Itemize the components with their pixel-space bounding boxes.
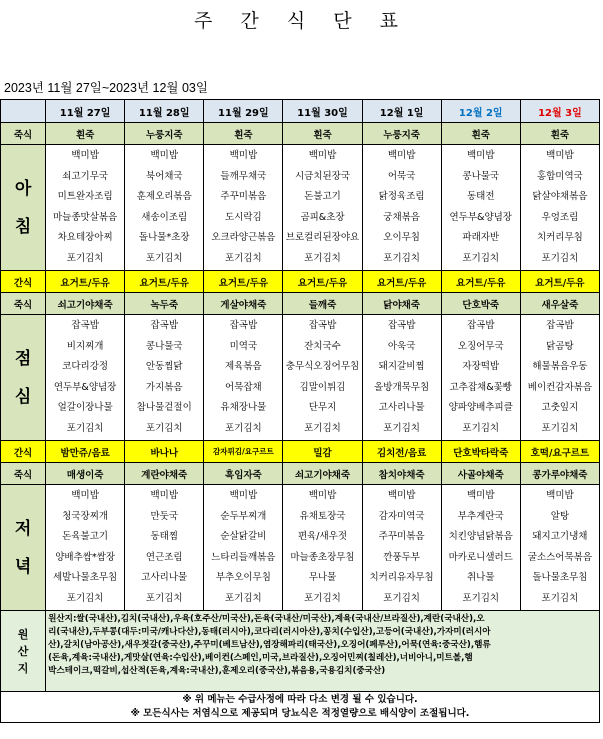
menu-item: 올방개묵무침	[374, 381, 430, 393]
menu-item: 무나물	[308, 572, 337, 583]
day-header: 11월 27일	[46, 100, 125, 123]
porridge-cell: 계란야채죽	[125, 463, 204, 485]
snack1-row	[1, 271, 600, 293]
menu-item: 포기김치	[541, 252, 579, 264]
menu-item: 포기김치	[225, 592, 262, 604]
menu-item: 치킨양념닭볶음	[448, 531, 513, 542]
menu-item: 안동찜닭	[145, 361, 183, 372]
row-label: 간식	[1, 271, 46, 293]
menu-item: 잔치국수	[304, 340, 341, 352]
menu-cell	[520, 145, 599, 271]
menu-item: 닭곰탕	[546, 340, 574, 352]
origin-label	[1, 611, 46, 692]
menu-item: 치커리유자무침	[369, 572, 434, 583]
menu-cell	[441, 315, 520, 441]
menu-item: 포기김치	[225, 252, 262, 264]
menu-item: 곰피&초장	[300, 211, 345, 223]
menu-cell	[283, 145, 362, 271]
label-char: 아	[14, 178, 32, 199]
menu-item: 포기김치	[145, 592, 183, 604]
menu-item: 포기김치	[66, 422, 104, 434]
menu-cell	[125, 315, 204, 441]
menu-cell	[204, 145, 283, 271]
menu-item: 포기김치	[541, 592, 579, 604]
menu-item: 만둣국	[150, 510, 179, 522]
menu-item: 잡곡밥	[546, 320, 574, 331]
menu-item: 굴소스어묵볶음	[527, 551, 593, 563]
menu-item: 느타리들깨볶음	[211, 551, 276, 563]
menu-item: 유채토장국	[299, 510, 346, 522]
menu-item: 잡곡밥	[229, 320, 258, 331]
porridge-cell: 게살야채죽	[204, 293, 283, 315]
corner-cell	[1, 100, 46, 123]
snack-cell: 김치전/음료	[362, 441, 441, 463]
menu-item: 포기김치	[304, 252, 341, 264]
porridge-cell: 누룽지죽	[362, 123, 441, 145]
porridge-cell: 흰죽	[520, 123, 599, 145]
menu-item: 우엉조림	[541, 211, 579, 223]
menu-item: 알탕	[550, 510, 570, 522]
menu-item: 콩나물국	[145, 340, 183, 352]
menu-cell	[362, 485, 441, 611]
menu-item: 잡곡밥	[387, 320, 416, 331]
menu-item: 고사리나물	[141, 572, 188, 583]
menu-cell	[125, 145, 204, 271]
menu-item: 동태찜	[150, 531, 179, 542]
lunch-label	[1, 315, 46, 441]
menu-item: 깐풍두부	[383, 551, 420, 563]
menu-item: 잡곡밥	[150, 320, 179, 331]
menu-item: 북어채국	[145, 170, 183, 182]
menu-item: 훈제오리볶음	[136, 191, 192, 202]
menu-cell	[520, 315, 599, 441]
menu-item: 백미밥	[546, 490, 574, 501]
menu-item: 파래자반	[462, 232, 500, 243]
day-header: 11월 29일	[204, 100, 283, 123]
menu-item: 미역국	[229, 340, 258, 352]
snack-cell: 요거트/두유	[362, 271, 441, 293]
menu-item: 순두부찌개	[220, 510, 267, 522]
day-header-row	[1, 100, 600, 123]
menu-item: 백미밥	[150, 150, 179, 161]
breakfast-label	[1, 145, 46, 271]
menu-item: 아욱국	[387, 340, 416, 352]
snack-cell: 요거트/두유	[46, 271, 125, 293]
menu-item: 유채장나물	[220, 402, 267, 413]
lunch-porridge-row	[1, 293, 600, 315]
menu-item: 포기김치	[462, 592, 500, 604]
menu-item: 양배추쌈*쌈장	[55, 551, 116, 563]
menu-cell	[362, 315, 441, 441]
menu-item: 코다리강정	[62, 361, 109, 372]
label-char: 지	[17, 661, 29, 675]
day-header: 11월 30일	[283, 100, 362, 123]
menu-item: 포기김치	[383, 592, 420, 604]
menu-period: 2023년 11월 27일~2023년 12월 03일	[4, 81, 208, 95]
porridge-cell: 흰죽	[283, 123, 362, 145]
page-title: 주 간 식 단 표	[194, 10, 409, 32]
menu-item: 백미밥	[150, 490, 179, 501]
menu-item: 포기김치	[225, 422, 262, 434]
origin-row	[1, 611, 600, 692]
row-label: 간식	[1, 441, 46, 463]
label-char: 원	[17, 627, 29, 641]
porridge-cell: 들깨죽	[283, 293, 362, 315]
porridge-cell: 흑임자죽	[204, 463, 283, 485]
menu-item: 돌나물초무침	[532, 572, 588, 583]
menu-item: 주꾸미볶음	[220, 191, 267, 202]
dinner-row	[1, 485, 600, 611]
snack-cell: 요거트/두유	[125, 271, 204, 293]
menu-cell	[204, 485, 283, 611]
origin-line: 원산지:쌀(국내산),김치(국내산),우육(호주산/미국산),돈육(국내산/미국산),계육(국내산/브라질산),계란(국내산),오	[48, 614, 485, 624]
menu-item: 도시락김	[225, 211, 262, 223]
menu-item: 브로컬리된장야요	[285, 232, 360, 243]
origin-line: 박스테이크,떡갈비,섭산적(돈육,계육:국내산),훈제오리(중국산),볶음용,국용김치(중국산)	[48, 666, 386, 676]
menu-cell	[362, 145, 441, 271]
label-char: 저	[14, 518, 32, 539]
menu-item: 마늘종초장무침	[290, 551, 355, 563]
notes-cell	[1, 692, 600, 723]
dinner-label	[1, 485, 46, 611]
menu-item: 해물볶음우동	[532, 361, 588, 372]
snack-cell: 요거트/두유	[441, 271, 520, 293]
menu-item: 비지찌개	[66, 340, 104, 352]
menu-cell	[46, 145, 125, 271]
day-header: 11월 28일	[125, 100, 204, 123]
menu-item: 연두부&양념장	[53, 381, 117, 393]
menu-item: 돌나물*초장	[138, 232, 190, 243]
menu-item: 콩나물국	[462, 170, 500, 182]
menu-item: 궁채볶음	[383, 211, 420, 223]
menu-item: 백미밥	[546, 150, 574, 161]
label-char: 점	[14, 348, 32, 369]
day-header-sunday: 12월 3일	[520, 100, 599, 123]
menu-item: 동태전	[466, 191, 495, 202]
menu-item: 제육볶음	[225, 361, 262, 372]
menu-item: 백미밥	[71, 150, 99, 161]
label-char: 침	[14, 216, 32, 237]
menu-cell	[441, 485, 520, 611]
menu-item: 참나물겉절이	[136, 402, 192, 413]
menu-item: 세발나물초무침	[53, 572, 118, 583]
day-header-saturday: 12월 2일	[441, 100, 520, 123]
menu-cell	[204, 315, 283, 441]
menu-item: 부추계란국	[457, 510, 504, 522]
menu-item: 가지볶음	[145, 381, 183, 393]
porridge-cell: 흰죽	[441, 123, 520, 145]
menu-item: 시금치된장국	[294, 170, 351, 182]
menu-item: 포기김치	[462, 252, 500, 264]
menu-item: 취나물	[466, 572, 495, 583]
day-header: 12월 1일	[362, 100, 441, 123]
menu-item: 포기김치	[66, 592, 104, 604]
menu-item: 단무지	[308, 402, 337, 413]
snack-cell: 요거트/두유	[520, 271, 599, 293]
label-char: 녁	[14, 556, 32, 577]
menu-item: 마카로니샐러드	[448, 551, 513, 563]
menu-item: 쇠고기무국	[62, 170, 109, 182]
dinner-porridge-row	[1, 463, 600, 485]
menu-item: 오크라양근볶음	[211, 232, 276, 243]
menu-item: 청국장찌개	[62, 510, 109, 522]
menu-item: 돈육불고기	[62, 531, 109, 542]
menu-item: 잡곡밥	[71, 320, 99, 331]
menu-item: 편육/새우젓	[297, 531, 348, 542]
menu-item: 충무식오징어무침	[285, 361, 360, 372]
menu-item: 백미밥	[466, 490, 495, 501]
menu-item: 주꾸미볶음	[378, 531, 425, 542]
menu-item: 포기김치	[304, 422, 341, 434]
snack-cell: 밀감	[283, 441, 362, 463]
row-label: 죽식	[1, 123, 46, 145]
menu-item: 포기김치	[145, 422, 183, 434]
notes-row	[1, 692, 600, 723]
porridge-cell: 녹두죽	[125, 293, 204, 315]
menu-item: 포기김치	[541, 422, 579, 434]
menu-item: 백미밥	[387, 490, 416, 501]
row-label: 죽식	[1, 293, 46, 315]
porridge-cell: 단호박죽	[441, 293, 520, 315]
menu-item: 백미밥	[229, 150, 258, 161]
menu-item: 백미밥	[71, 490, 99, 501]
label-char: 심	[14, 386, 32, 407]
snack-cell: 감자튀김/요구르트	[204, 441, 283, 463]
porridge-cell: 흰죽	[204, 123, 283, 145]
note-line: ※ 모든식사는 저염식으로 제공되며 당뇨식은 적정열량으로 배식양이 조절됩니다.	[130, 708, 470, 719]
porridge-cell: 콩가루야채죽	[520, 463, 599, 485]
porridge-cell: 닭야채죽	[362, 293, 441, 315]
menu-item: 포기김치	[383, 252, 420, 264]
porridge-cell: 쇠고기야채죽	[283, 463, 362, 485]
origin-line: (돈육,계육:국내산),게맛살(연육:수입산),베이컨(스페인,미국,브라질산),오징어민찌(칠레산),너비아니,미트볼,햄	[48, 653, 473, 663]
menu-item: 미트완자조림	[57, 191, 113, 202]
menu-item: 차요테장아찌	[57, 232, 113, 243]
label-char: 산	[17, 644, 29, 658]
menu-item: 고춧잎지	[541, 402, 579, 413]
menu-cell	[520, 485, 599, 611]
menu-item: 연근조림	[145, 551, 183, 563]
menu-item: 새송이조림	[141, 211, 188, 223]
row-label: 죽식	[1, 463, 46, 485]
menu-cell	[283, 485, 362, 611]
snack-cell: 단호박타락죽	[441, 441, 520, 463]
menu-cell	[441, 145, 520, 271]
weekly-menu-table	[0, 99, 600, 723]
origin-line: 산),갈치(남아공산),새우젓갈(중국산),주꾸미(베트남산),염장해파리(태국산),오징어(페루산),어묵(연육:중국산),햄류	[48, 640, 491, 650]
menu-item: 오징어무국	[457, 340, 504, 352]
origin-line: 리(국내산),두부콩(대두:미국/캐나다산),동태(러시아),코다리(러시아산),꽁치(수입산),고등어(국내산),가자미(러시아	[48, 627, 491, 637]
snack-cell: 바나나	[125, 441, 204, 463]
menu-item: 어묵잡채	[225, 381, 262, 393]
menu-item: 돼지고기냉채	[532, 531, 588, 542]
menu-cell	[283, 315, 362, 441]
menu-item: 치커리무침	[536, 232, 583, 243]
porridge-cell: 흰죽	[46, 123, 125, 145]
menu-item: 김말이튀김	[299, 381, 346, 393]
menu-item: 감자미역국	[378, 510, 425, 522]
menu-item: 얼갈이장나물	[57, 402, 113, 413]
porridge-cell: 매생이죽	[46, 463, 125, 485]
menu-item: 백미밥	[229, 490, 258, 501]
menu-item: 마늘종맛살볶음	[53, 211, 118, 223]
menu-item: 홍합미역국	[536, 170, 583, 182]
porridge-cell: 참치야채죽	[362, 463, 441, 485]
breakfast-porridge-row	[1, 123, 600, 145]
menu-item: 포기김치	[66, 252, 104, 264]
menu-item: 들깨무채국	[220, 170, 267, 182]
snack-cell: 요거트/두유	[283, 271, 362, 293]
menu-item: 돼지갈비찜	[378, 361, 425, 372]
menu-item: 양파양배추피클	[448, 402, 513, 413]
menu-item: 고추잡채&꽃빵	[449, 381, 512, 393]
porridge-cell: 쇠고기야채죽	[46, 293, 125, 315]
menu-item: 포기김치	[145, 252, 183, 264]
menu-item: 어묵국	[387, 170, 416, 182]
menu-item: 백미밥	[308, 490, 337, 501]
porridge-cell: 새우살죽	[520, 293, 599, 315]
menu-item: 백미밥	[466, 150, 495, 161]
snack-cell: 밤만쥬/음료	[46, 441, 125, 463]
menu-cell	[125, 485, 204, 611]
lunch-row	[1, 315, 600, 441]
origin-text	[46, 611, 600, 692]
menu-item: 부추오이무침	[215, 572, 271, 583]
menu-item: 포기김치	[304, 592, 341, 604]
menu-item: 고사리나물	[378, 402, 425, 413]
menu-cell	[46, 485, 125, 611]
menu-item: 백미밥	[387, 150, 416, 161]
menu-item: 백미밥	[308, 150, 337, 161]
menu-item: 오이무침	[383, 232, 420, 243]
menu-item: 베이컨감자볶음	[527, 381, 593, 393]
menu-item: 잡곡밥	[308, 320, 337, 331]
menu-item: 돈불고기	[304, 191, 341, 202]
menu-item: 포기김치	[462, 422, 500, 434]
snack-cell: 호떡/요구르트	[520, 441, 599, 463]
menu-item: 닭살야채볶음	[532, 191, 588, 202]
menu-item: 연두부&양념장	[449, 211, 512, 223]
menu-item: 자장떡밥	[462, 361, 500, 372]
menu-cell	[46, 315, 125, 441]
menu-item: 포기김치	[383, 422, 420, 434]
porridge-cell: 사골야채죽	[441, 463, 520, 485]
porridge-cell: 누룽지죽	[125, 123, 204, 145]
menu-item: 닭정육조림	[378, 191, 425, 202]
breakfast-row	[1, 145, 600, 271]
menu-item: 잡곡밥	[466, 320, 495, 331]
snack2-row	[1, 441, 600, 463]
menu-item: 순살닭갈비	[220, 531, 267, 542]
snack-cell: 요거트/두유	[204, 271, 283, 293]
note-line: ※ 위 메뉴는 수급사정에 따라 다소 변경 될 수 있습니다.	[182, 694, 418, 705]
